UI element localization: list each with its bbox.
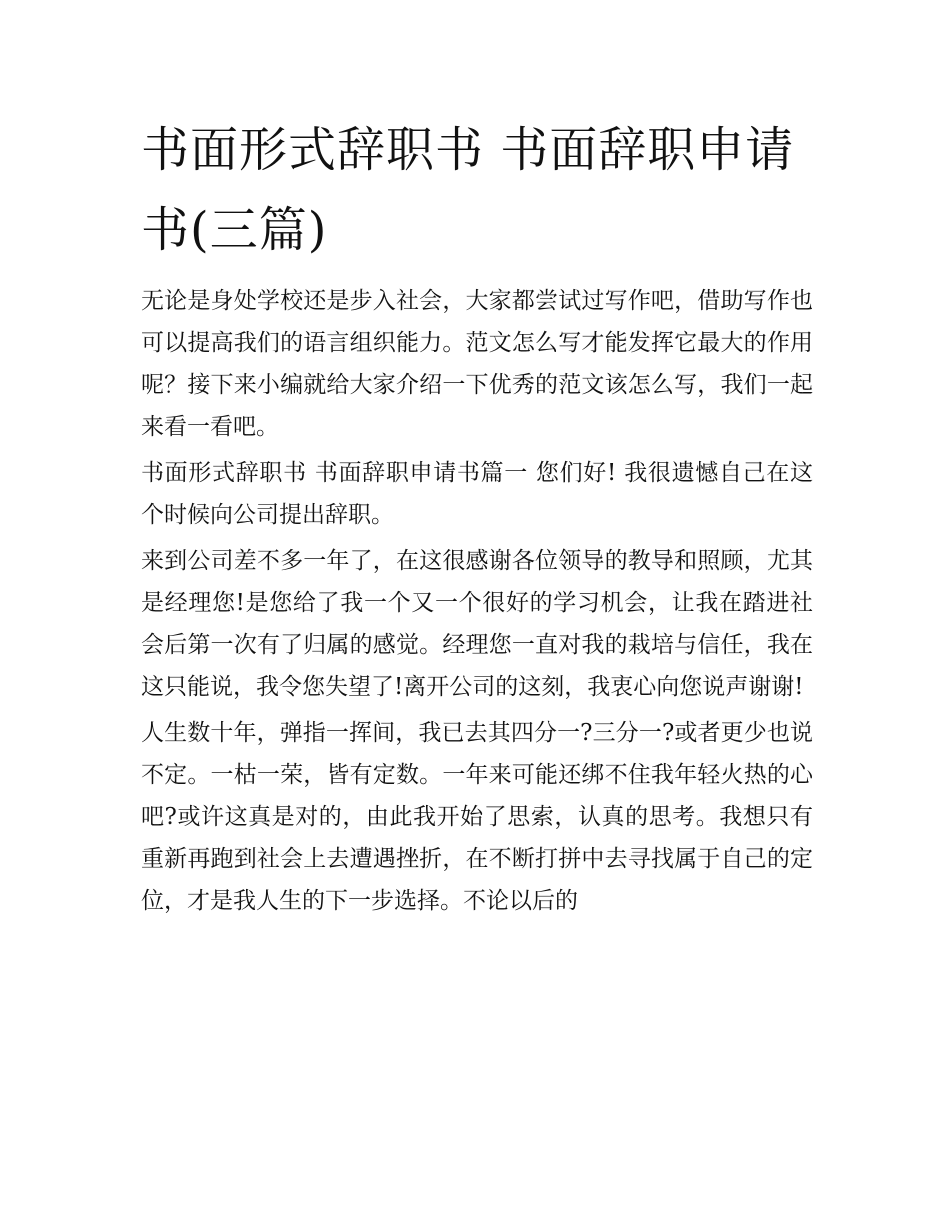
paragraph-reflection: 人生数十年，弹指一挥间，我已去其四分一?三分一?或者更少也说不定。一枯一荣，皆有定数。一年来可能还绑不住我年轻火热的心吧?或许这真是对的，由此我开始了思索，认真的思考。我想只有重新再跑到社会上去遭遇挫折，在不断打拼中去寻找属于自己的定位，才是我人生的下一步选择。不论以后的 [141,720,813,914]
paragraph-gratitude: 来到公司差不多一年了，在这很感谢各位领导的教导和照顾，尤其是经理您!是您给了我一个又一个很好的学习机会，让我在踏进社会后第一次有了归属的感觉。经理您一直对我的栽培与信任，我在这只能说，我令您失望了!离开公司的这刻，我衷心向您说声谢谢! [141,548,813,700]
document-title: 书面形式辞职书 书面辞职申请书(三篇) [141,122,795,258]
document-body [141,280,813,922]
paragraph-intro: 无论是身处学校还是步入社会，大家都尝试过写作吧，借助写作也可以提高我们的语言组织能力。范文怎么写才能发挥它最大的作用呢？接下来小编就给大家介绍一下优秀的范文该怎么写，我们一起来看一看吧。 [141,288,813,440]
paragraph-opening: 书面形式辞职书 书面辞职申请书篇一 您们好! 我很遗憾自己在这个时候向公司提出辞职。 [141,460,813,528]
